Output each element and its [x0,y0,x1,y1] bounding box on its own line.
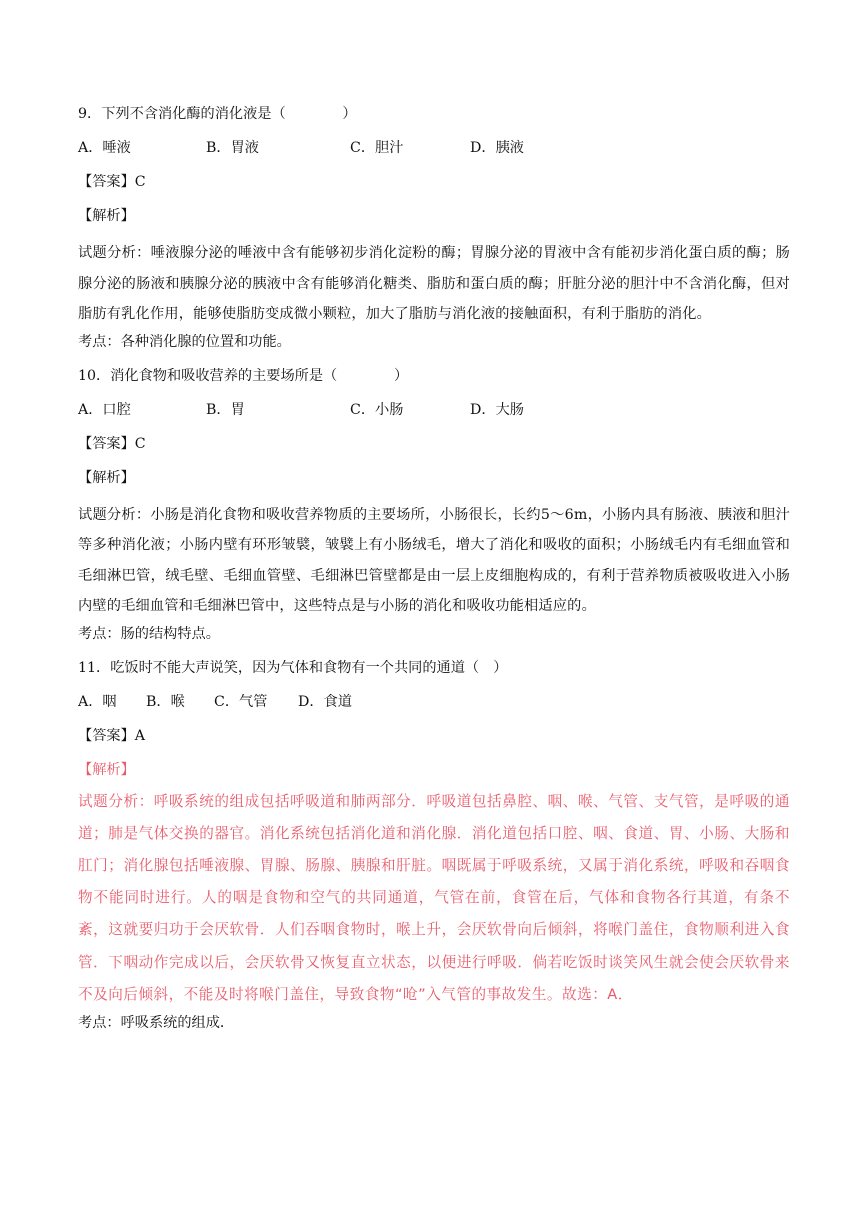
question-9: 9．下列不含消化酶的消化液是（ ） [78,106,357,122]
analysis-label-11: 【解析】 [78,761,135,778]
kaodian-11: 考点：呼吸系统的组成． [78,1014,235,1031]
option-a: A．口腔 [78,401,131,418]
kaodian-9: 考点：各种消化腺的位置和功能。 [78,333,291,350]
question-11: 11．吃饭时不能大声说笑，因为气体和食物有一个共同的通道（ ） [78,659,508,676]
option-d: D．胰液 [470,140,524,156]
option-d: D．大肠 [470,401,524,418]
option-b: B．胃液 [206,140,259,156]
analysis-10: 试题分析：小肠是消化食物和吸收营养物质的主要场所，小肠很长，长约5～6m，小肠内具有肠液、胰液和胆汁等多种消化液；小肠内壁有环形皱襞，皱襞上有小肠绒毛，增大了消化和吸收的面积；小肠绒毛内有毛细血管和毛细淋巴管，绒毛壁、毛细血管壁、毛细淋巴管壁都是由一层上皮细胞构成的，有利于营养物质被吸收进入小肠内壁的毛细血管和毛细淋巴管中，这些特点是与小肠的消化和吸收功能相适应的。 [78,506,790,614]
question-10-options [78,400,790,420]
option-c: C．气管 [214,693,268,710]
answer-9: 【答案】C [78,174,146,190]
option-a: A．唾液 [78,140,131,156]
option-b: B．喉 [146,693,185,710]
analysis-label-9: 【解析】 [78,208,135,224]
option-a: A．咽 [78,693,117,710]
question-11-options [78,692,790,712]
option-d: D．食道 [298,693,352,710]
option-c: C．小肠 [350,401,404,418]
document-page [78,104,790,1033]
option-b: B．胃 [206,401,245,418]
question-9-options [78,138,790,158]
question-10: 10．消化食物和吸收营养的主要场所是（ ） [78,367,409,384]
analysis-11: 试题分析：呼吸系统的组成包括呼吸道和肺两部分．呼吸道包括鼻腔、咽、喉、气管、支气管，是呼吸的通道；肺是气体交换的器官。消化系统包括消化道和消化腺．消化道包括口腔、咽、食道、胃、小肠、大肠和肛门；消化腺包括唾液腺、胃腺、肠腺、胰腺和肝脏。咽既属于呼吸系统，又属于消化系统，呼吸和吞咽食物不能同时进行。人的咽是食物和空气的共同通道，气管在前，食管在后，气体和食物各行其道，有条不紊，这就要归功于会厌软骨．人们吞咽食物时，喉上升，会厌软骨向后倾斜，将喉门盖住，食物顺利进入食管．下咽动作完成以后，会厌软骨又恢复直立状态，以便进行呼吸．倘若吃饭时谈笑风生就会使会厌软骨来不及向后倾斜，不能及时将喉门盖住，导致食物“呛”入气管的事故发生。故选：A． [78,792,790,1003]
analysis-label-10: 【解析】 [78,469,135,486]
answer-11: 【答案】A [78,727,145,744]
answer-10: 【答案】C [78,435,146,452]
option-c: C．胆汁 [350,140,404,156]
kaodian-10: 考点：肠的结构特点。 [78,625,220,642]
analysis-9: 试题分析：唾液腺分泌的唾液中含有能够初步消化淀粉的酶；胃腺分泌的胃液中含有能初步消化蛋白质的酶；肠腺分泌的肠液和胰腺分泌的胰液中含有能够消化糖类、脂肪和蛋白质的酶；肝脏分泌的胆汁中不含消化酶，但对脂肪有乳化作用，能够使脂肪变成微小颗粒，加大了脂肪与消化液的接触面积，有利于脂肪的消化。 [78,245,790,322]
